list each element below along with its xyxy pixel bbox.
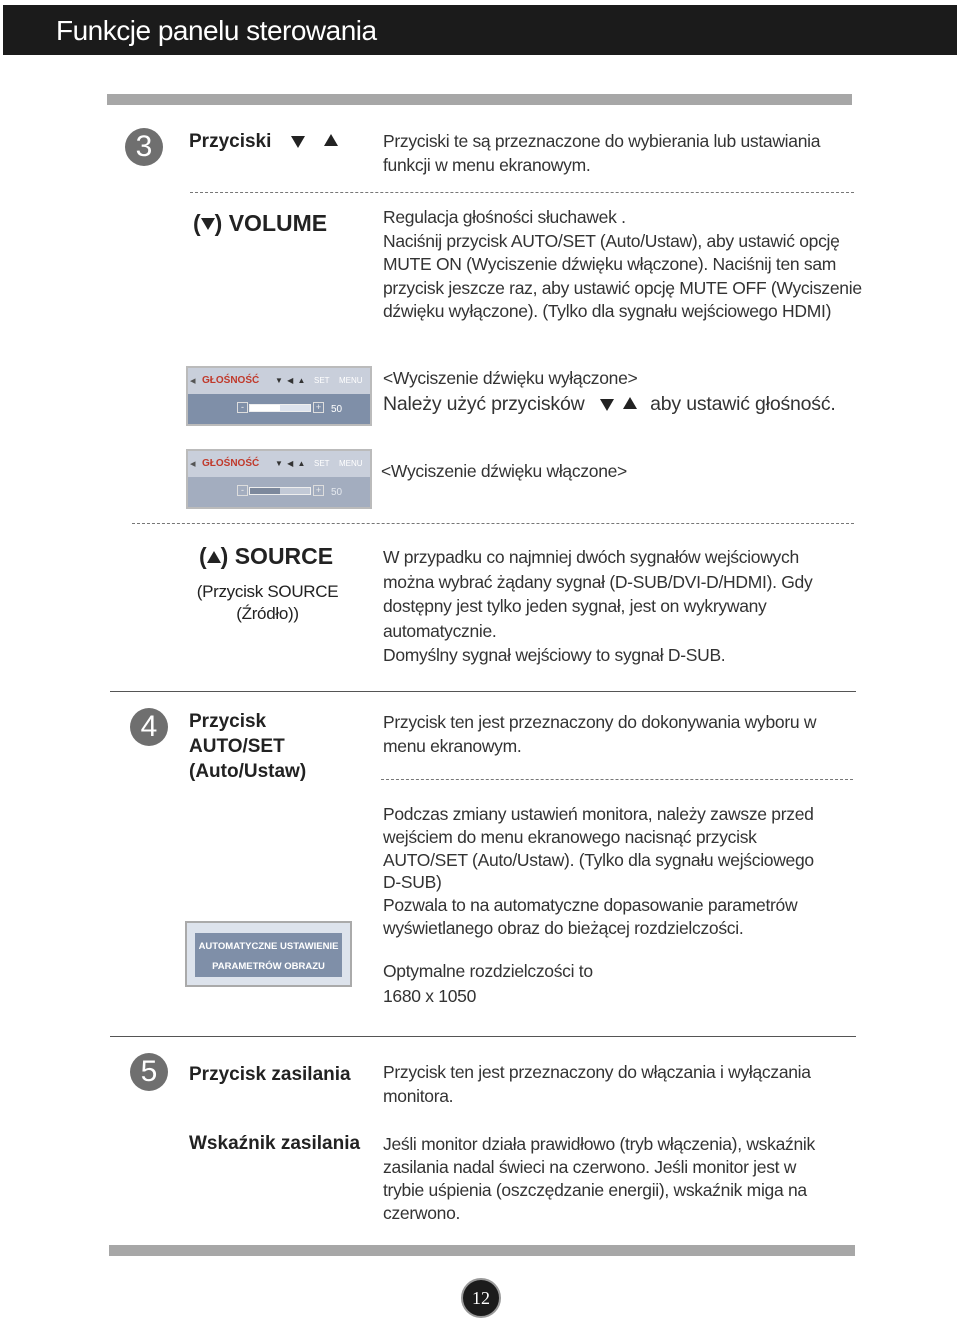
arrow-up-icon <box>623 397 637 409</box>
auto-set-detail-line: AUTO/SET (Auto/Ustaw). (Tylko dla sygnału wejściowego <box>383 849 814 870</box>
minus-icon: - <box>237 485 248 496</box>
auto-config-osd <box>185 921 352 987</box>
auto-set-detail <box>383 803 853 940</box>
volume-line: dźwięku wyłączone). (Tylko dla sygnału wejściowego HDMI) <box>383 301 832 321</box>
page-title: Funkcje panelu sterowania <box>56 15 377 46</box>
section-divider <box>110 1036 856 1037</box>
osd-caption-unmuted: <Wyciszenie dźwięku wyłączone> <box>383 368 638 388</box>
source-line: można wybrać żądany sygnał (D-SUB/DVI-D/HDMI). Gdy <box>383 571 813 592</box>
volume-label-text: ) VOLUME <box>214 210 328 236</box>
volume-instruction <box>383 393 836 416</box>
osd-title: GŁOŚNOŚĆ <box>202 375 260 386</box>
volume-slider <box>249 487 311 495</box>
buttons-description: Przyciski te są przeznaczone do wybierania lub ustawiania funkcji w menu ekranowym. <box>383 131 821 175</box>
auto-config-osd-line: PARAMETRÓW OBRAZU <box>212 961 325 972</box>
auto-set-description <box>383 711 853 758</box>
source-sublabel-line: (Przycisk SOURCE <box>196 582 339 601</box>
section-divider-bar <box>109 1245 855 1256</box>
indicator-desc-line: Jeśli monitor działa prawidłowo (tryb włączenia), wskaźnik <box>383 1134 815 1154</box>
source-line: W przypadku co najmniej dwóch sygnałów wejściowych <box>383 547 799 567</box>
auto-set-desc-line: Przycisk ten jest przeznaczony do dokonywania wyboru w <box>383 712 817 732</box>
osd-title: GŁOŚNOŚĆ <box>202 458 260 469</box>
auto-set-detail-line: D-SUB) <box>383 872 442 893</box>
osd-body <box>188 477 370 507</box>
section-number-4: 4 <box>130 708 168 746</box>
volume-label-open: ( <box>193 210 201 236</box>
source-description <box>383 545 853 668</box>
auto-set-label <box>189 709 306 784</box>
osd-caption-muted: <Wyciszenie dźwięku włączone> <box>381 461 627 481</box>
auto-set-detail-line: wejściem do menu ekranowego nacisnąć przycisk <box>383 826 757 847</box>
source-label <box>199 543 333 570</box>
page-header <box>3 5 957 55</box>
arrow-up-icon <box>324 134 338 146</box>
arrow-down-icon <box>600 399 614 411</box>
plus-icon: + <box>313 402 324 413</box>
osd-button-icons: ▼ ◀ ▲ <box>275 459 307 468</box>
source-line: dostępny jest tylko jeden sygnał, jest on wykrywany <box>383 596 767 616</box>
auto-config-osd-line: AUTOMATYCZNE USTAWIENIE <box>198 941 339 952</box>
instruction-text-post: aby ustawić głośność. <box>650 393 836 415</box>
osd-title-bar <box>188 368 370 394</box>
volume-slider <box>249 404 311 412</box>
arrow-up-icon <box>207 551 221 563</box>
resolution-line: Optymalne rozdzielczości to <box>383 961 593 981</box>
dashed-divider <box>132 523 854 524</box>
osd-title-bar <box>188 451 370 477</box>
auto-set-desc-line: menu ekranowym. <box>383 735 522 756</box>
osd-button-icons: ▼ ◀ ▲ <box>275 376 307 385</box>
arrow-down-icon <box>201 218 215 230</box>
auto-config-osd-body <box>195 933 342 977</box>
plus-icon: + <box>313 485 324 496</box>
arrow-down-icon <box>291 136 305 148</box>
buttons-label <box>189 130 338 154</box>
power-indicator-label: Wskaźnik zasilania <box>189 1133 361 1154</box>
indicator-desc-line: trybie uśpienia (oszczędzanie energii), wskaźnik miga na <box>383 1180 807 1200</box>
osd-body <box>188 394 370 424</box>
volume-line: MUTE ON (Wyciszenie dźwięku włączone). Naciśnij ten sam <box>383 254 837 274</box>
osd-menu-label: MENU <box>339 376 363 385</box>
page-number: 12 <box>461 1278 501 1318</box>
power-button-description <box>383 1061 858 1108</box>
volume-description <box>383 206 863 324</box>
resolution-line: 1680 x 1050 <box>383 985 477 1006</box>
power-desc-line: Przycisk ten jest przeznaczony do włączania i wyłączania <box>383 1062 811 1082</box>
source-sublabel <box>180 581 355 625</box>
auto-set-label-line: AUTO/SET <box>189 736 285 757</box>
power-button-label: Przycisk zasilania <box>189 1064 351 1085</box>
volume-value: 50 <box>331 404 343 415</box>
minus-icon: - <box>237 402 248 413</box>
section-divider-bar <box>107 94 852 105</box>
auto-set-label-line: Przycisk <box>189 711 267 732</box>
section-number-5: 5 <box>130 1053 168 1091</box>
power-desc-line: monitora. <box>383 1085 454 1106</box>
indicator-desc-line: zasilania nadal świeci na czerwono. Jeśli monitor jest w <box>383 1157 797 1177</box>
osd-set-label: SET <box>314 376 330 385</box>
auto-set-detail-line: Pozwala to na automatyczne dopasowanie parametrów <box>383 895 798 916</box>
section-number-3: 3 <box>125 128 163 166</box>
source-line: automatycznie. <box>383 620 497 641</box>
speaker-icon: ◂ <box>190 375 196 387</box>
volume-value: 50 <box>331 487 343 498</box>
volume-osd-muted <box>186 449 372 509</box>
dashed-divider <box>381 779 853 780</box>
buttons-label-text: Przyciski <box>189 131 272 152</box>
volume-line: Naciśnij przycisk AUTO/SET (Auto/Ustaw), aby ustawić opcję <box>383 230 840 251</box>
instruction-text-pre: Należy użyć przycisków <box>383 393 585 415</box>
volume-osd-unmuted <box>186 366 372 426</box>
auto-set-label-line: (Auto/Ustaw) <box>189 761 307 782</box>
volume-slider-fill <box>250 405 280 411</box>
optimal-resolution <box>383 959 853 1008</box>
source-sublabel-line: (Źródło)) <box>236 604 299 623</box>
speaker-muted-icon: ◂ <box>190 458 196 470</box>
indicator-desc-line: czerwono. <box>383 1203 461 1223</box>
volume-slider-fill <box>250 488 280 494</box>
section-divider <box>110 691 856 692</box>
volume-line: przycisk jeszcze raz, aby ustawić opcję MUTE OFF (Wyciszenie <box>383 277 862 298</box>
volume-line: Regulacja głośności słuchawek . <box>383 207 626 227</box>
osd-menu-label: MENU <box>339 459 363 468</box>
auto-set-detail-line: wyświetlanego obraz do bieżącej rozdzielczości. <box>383 917 744 938</box>
dashed-divider <box>190 192 854 193</box>
auto-set-detail-line: Podczas zmiany ustawień monitora, należy zawsze przed <box>383 804 814 824</box>
power-indicator-description <box>383 1133 858 1225</box>
source-label-text: ) SOURCE <box>220 543 334 569</box>
volume-label <box>193 210 327 237</box>
osd-set-label: SET <box>314 459 330 468</box>
source-line: Domyślny sygnał wejściowy to sygnał D-SUB. <box>383 645 726 665</box>
source-label-open: ( <box>199 543 207 569</box>
